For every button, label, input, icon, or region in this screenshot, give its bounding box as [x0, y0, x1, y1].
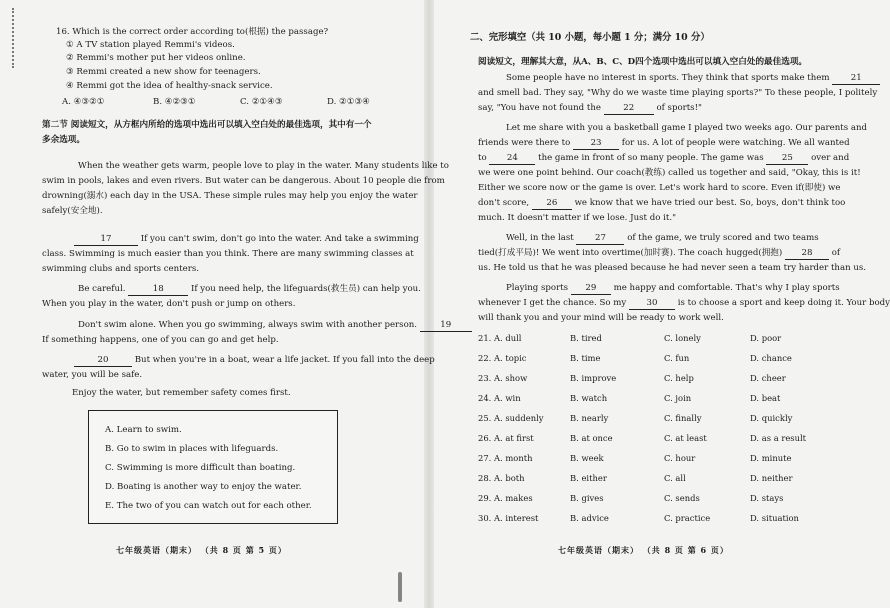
section2-title-cont: 多余选项。	[42, 135, 85, 145]
option-28b: B. either	[570, 473, 607, 483]
option-30d: D. situation	[750, 513, 799, 523]
q16-item: ③ Remmi created a new show for teenagers.	[66, 67, 261, 77]
blank-24[interactable]: 24	[489, 152, 535, 165]
passage-line: If something happens, one of you can go and get help.	[42, 335, 279, 345]
q16-option-c: C. ②①④③	[240, 97, 283, 107]
passage-line: class. Swimming is much easier than you think. There are many swimming classes at	[42, 249, 414, 259]
option-30b: B. advice	[570, 513, 609, 523]
cloze-line-26: don't score, 26 we know that we have tried our best. So, boys, don't think too	[478, 198, 846, 208]
blank-20[interactable]: 20	[74, 354, 132, 367]
option-27c: C. hour	[664, 453, 696, 463]
q16-option-a: A. ④③②①	[62, 97, 105, 107]
option-22b: B. time	[570, 353, 601, 363]
passage-line-18: Be careful. 18 If you need help, the lifeguards(救生员) can help you.	[78, 284, 421, 294]
cloze-line: we were one point behind. Our coach(教练) called us together and said, "Okay, this is it!	[478, 168, 861, 178]
box-option-c: C. Swimming is more difficult than boating.	[105, 463, 296, 473]
blank-23[interactable]: 23	[573, 137, 619, 150]
option-30a: 30. A. interest	[478, 513, 539, 523]
page-footer-left: 七年级英语（期末） （共 8 页 第 5 页）	[116, 545, 287, 555]
option-23b: B. improve	[570, 373, 617, 383]
passage-line: When you play in the water, don't push or jump on others.	[42, 299, 296, 309]
option-21a: 21. A. dull	[478, 333, 522, 343]
option-23c: C. help	[664, 373, 694, 383]
q16-option-b: B. ④②③①	[153, 97, 196, 107]
option-22d: D. chance	[750, 353, 792, 363]
option-28c: C. all	[664, 473, 686, 483]
option-24d: D. beat	[750, 393, 781, 403]
option-29b: B. gives	[570, 493, 604, 503]
cloze-line: Either we score now or the game is over. Let's work hard to score. Even if(即使) we	[478, 183, 841, 193]
q16-stem: 16. Which is the correct order according to(根据) the passage?	[56, 27, 329, 37]
option-24b: B. watch	[570, 393, 608, 403]
passage-line-20: 20 But when you're in a boat, wear a life jacket. If you fall into the deep	[74, 354, 435, 367]
cloze-line-24-25: to 24 the game in front of so many people. The game was 25 over and	[478, 153, 850, 163]
blank-17[interactable]: 17	[74, 233, 138, 246]
option-22c: C. fun	[664, 353, 690, 363]
cloze-instruction: 阅读短文，理解其大意，从A、B、C、D四个选项中选出可以填入空白处的最佳选项。	[478, 57, 808, 67]
blank-30[interactable]: 30	[629, 297, 675, 310]
option-27a: 27. A. month	[478, 453, 533, 463]
blank-22[interactable]: 22	[604, 102, 654, 115]
cloze-line-22: say, "You have not found the 22 of sports!"	[478, 103, 703, 113]
option-box	[88, 410, 338, 524]
box-option-b: B. Go to swim in places with lifeguards.	[105, 444, 279, 454]
cloze-line-28: tied(打成平局)! We went into overtime(加时赛). The coach hugged(拥抱) 28 of	[478, 248, 841, 258]
passage-line: When the weather gets warm, people love to play in the water. Many students like to	[78, 161, 449, 171]
cloze-line: and smell bad. They say, "Why do we waste time playing sports?" To these people, I politely	[478, 88, 878, 98]
option-23d: D. cheer	[750, 373, 786, 383]
q16-option-d: D. ②①③④	[327, 97, 370, 107]
blank-26[interactable]: 26	[532, 197, 572, 210]
option-26a: 26. A. at first	[478, 433, 534, 443]
right-page	[432, 0, 890, 608]
cloze-line: much. It doesn't matter if we lose. Just do it."	[478, 213, 677, 223]
option-30c: C. practice	[664, 513, 711, 523]
passage-line: swim in pools, lakes and even rivers. But water can be dangerous. About 10 people die from	[42, 176, 445, 186]
option-27d: D. minute	[750, 453, 792, 463]
q16-item: ④ Remmi got the idea of healthy-snack service.	[66, 81, 273, 91]
option-21c: C. lonely	[664, 333, 701, 343]
box-option-a: A. Learn to swim.	[105, 425, 182, 435]
blank-21[interactable]: 21	[832, 72, 880, 85]
option-23a: 23. A. show	[478, 373, 528, 383]
option-25c: C. finally	[664, 413, 702, 423]
box-option-d: D. Boating is another way to enjoy the water.	[105, 482, 302, 492]
option-22a: 22. A. topic	[478, 353, 527, 363]
option-28d: D. neither	[750, 473, 793, 483]
box-option-e: E. The two of you can watch out for each other.	[105, 501, 312, 511]
option-25a: 25. A. suddenly	[478, 413, 544, 423]
option-29c: C. sends	[664, 493, 700, 503]
blank-19[interactable]: 19	[420, 319, 472, 332]
option-26d: D. as a result	[750, 433, 807, 443]
blank-25[interactable]: 25	[766, 152, 808, 165]
blank-28[interactable]: 28	[785, 247, 829, 260]
passage-line: swimming clubs and sports centers.	[42, 264, 199, 274]
cloze-line-21: Some people have no interest in sports. They think that sports make them 21	[506, 72, 880, 85]
option-21d: D. poor	[750, 333, 782, 343]
option-21b: B. tired	[570, 333, 602, 343]
blank-18[interactable]: 18	[128, 283, 188, 296]
cloze-line: will thank you and your mind will be ready to work well.	[478, 313, 724, 323]
section2-title: 第二节 阅读短文，从方框内所给的选项中选出可以填入空白处的最佳选项，其中有一个	[42, 120, 372, 130]
option-28a: 28. A. both	[478, 473, 525, 483]
option-26b: B. at once	[570, 433, 613, 443]
cloze-line-30: whenever I get the chance. So my 30 is to choose a sport and keep doing it. Your body	[478, 298, 890, 308]
cloze-line-27: Well, in the last 27 of the game, we truly scored and two teams	[506, 233, 819, 243]
option-26c: C. at least	[664, 433, 707, 443]
q16-item: ① A TV station played Remmi's videos.	[66, 40, 235, 50]
cloze-line-29: Playing sports 29 me happy and comfortable. That's why I play sports	[506, 283, 840, 293]
passage-line-19: Don't swim alone. When you go swimming, always swim with another person. 19	[78, 319, 472, 332]
passage-line: drowning(溺水) each day in the USA. These simple rules may help you enjoy the water	[42, 191, 418, 201]
q16-item: ② Remmi's mother put her videos online.	[66, 53, 246, 63]
page-footer-right: 七年级英语（期末） （共 8 页 第 6 页）	[558, 545, 729, 555]
option-29a: 29. A. makes	[478, 493, 533, 503]
cloze-line: Let me share with you a basketball game I played two weeks ago. Our parents and	[506, 123, 868, 133]
option-25b: B. nearly	[570, 413, 609, 423]
blank-29[interactable]: 29	[571, 282, 611, 295]
passage-line: safely(安全地).	[42, 206, 103, 216]
option-24a: 24. A. win	[478, 393, 521, 403]
passage-line: Enjoy the water, but remember safety comes first.	[72, 388, 291, 398]
cloze-line-23: friends were there to 23 for us. A lot of people were watching. We all wanted	[478, 138, 850, 148]
cloze-line: us. He told us that he was pleased because he had never seen a team try harder than us.	[478, 263, 867, 273]
cloze-section-title: 二、完形填空（共 10 小题，每小题 1 分；满分 10 分）	[470, 32, 710, 43]
passage-line-17: 17 If you can't swim, don't go into the water. And take a swimming	[74, 233, 419, 246]
option-27b: B. week	[570, 453, 604, 463]
passage-line: water, you will be safe.	[42, 370, 143, 380]
option-29d: D. stays	[750, 493, 784, 503]
blank-27[interactable]: 27	[576, 232, 624, 245]
option-24c: C. join	[664, 393, 692, 403]
option-25d: D. quickly	[750, 413, 793, 423]
